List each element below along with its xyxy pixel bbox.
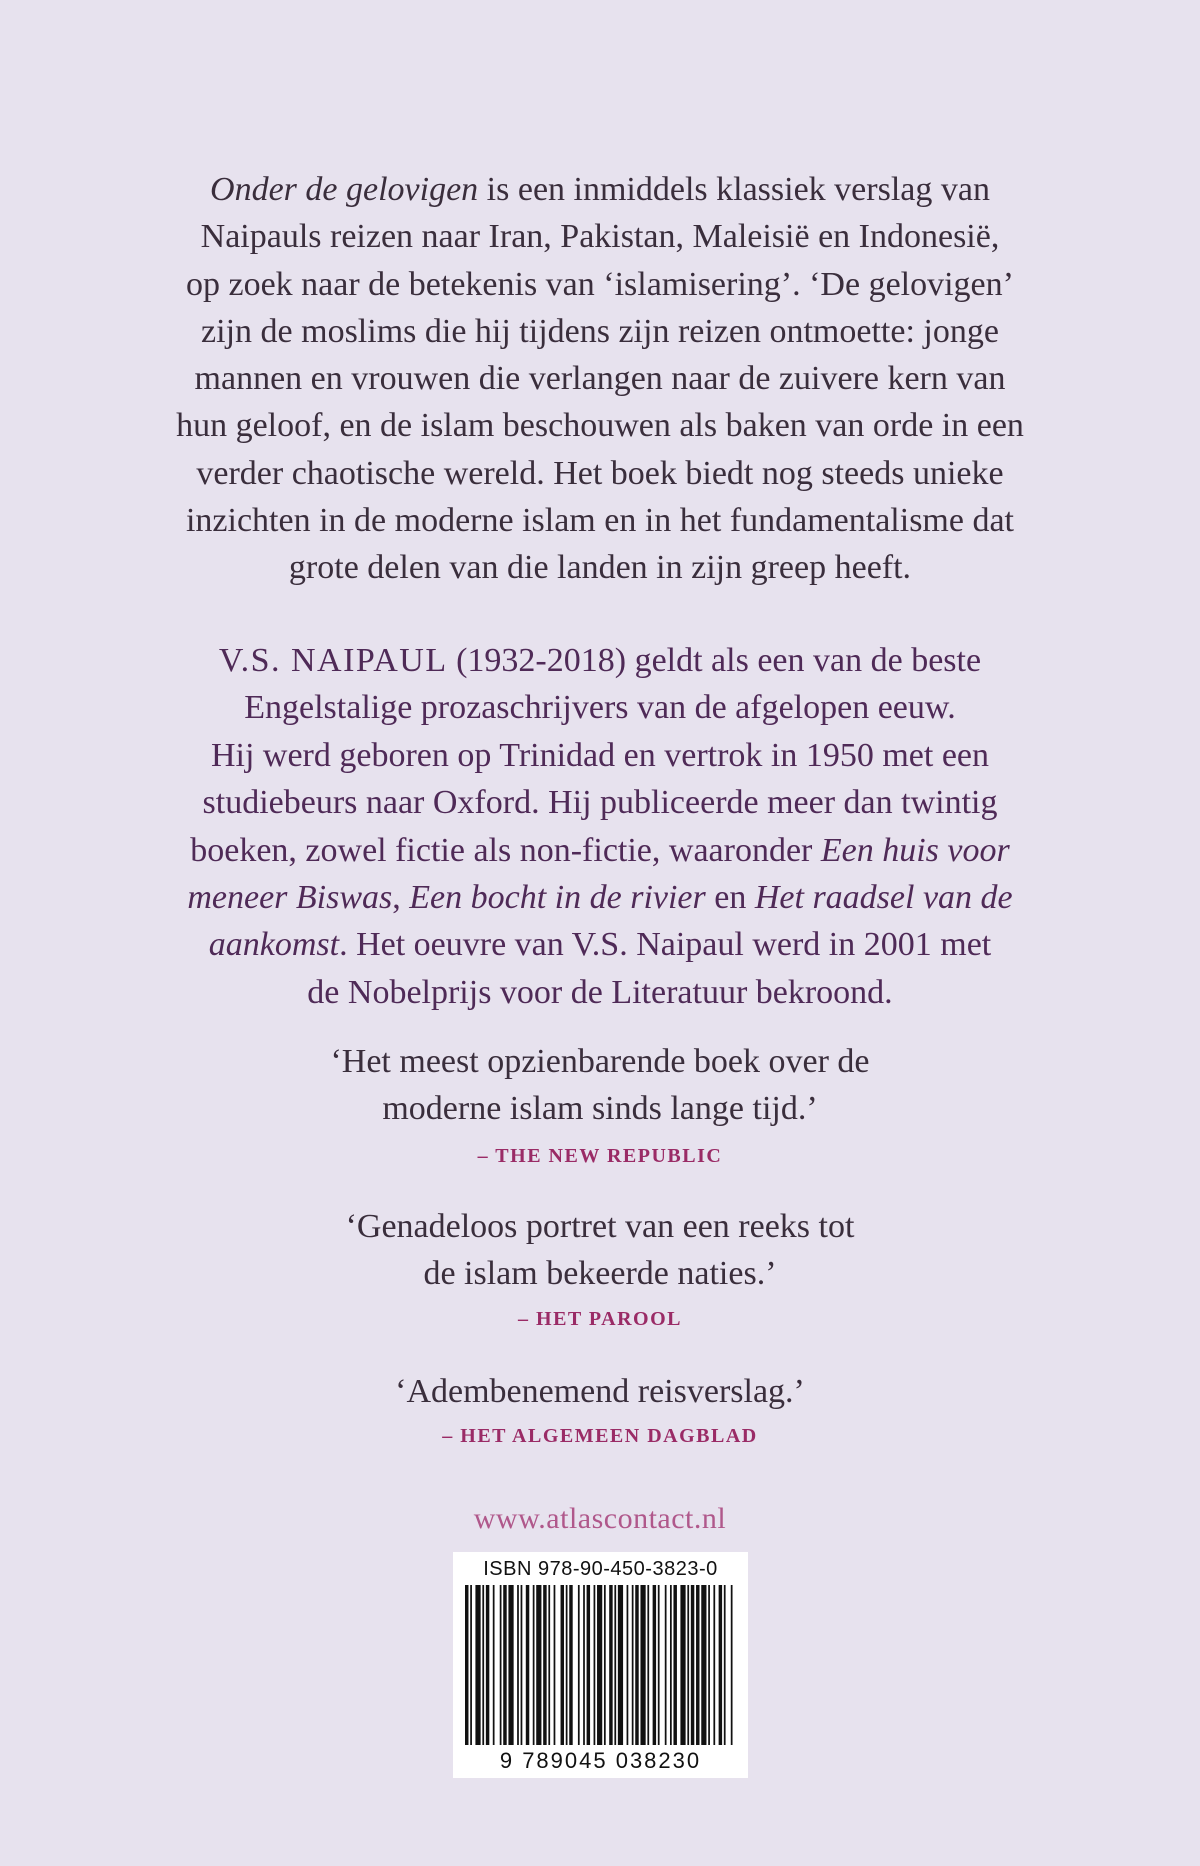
barcode-bar [640,1585,645,1745]
bio-text: en [714,879,747,917]
book-title: Een huis voor [820,831,1010,869]
barcode-bar [687,1585,689,1745]
quote-source: – THE NEW REPUBLIC [477,1145,723,1167]
blurb-line: zijn de moslims die hij tijdens zijn reizen ontmoette: jonge [201,312,999,350]
bio-text: boeken, zowel fictie als non-fictie, waaronder [190,831,813,869]
barcode-bar [578,1585,580,1745]
barcode-bar [724,1585,726,1745]
bio-line [150,874,1050,921]
blurb-line [150,166,1050,213]
review-quote [150,1038,1050,1132]
barcode-bar [614,1585,616,1745]
publisher-website-link[interactable]: www.atlascontact.nl [473,1502,727,1535]
blurb-line: Naipauls reizen naar Iran, Pakistan, Maleisië en Indonesië, [200,218,1000,256]
barcode-bar [517,1585,519,1745]
quote-line: ‘Genadeloos portret van een reeks tot [345,1208,855,1245]
barcode-bar [561,1585,564,1745]
author-bio [150,637,1050,1016]
blurb-connector: is [486,171,510,208]
barcode-bar [521,1585,523,1745]
barcode-bar [587,1585,590,1745]
review-quote [150,1203,1050,1297]
barcode-bar [653,1585,656,1745]
author-name: V.S. NAIPAUL [218,642,448,679]
bio-text: (1932-2018) geldt als een van de beste [456,642,982,679]
bio-line: studiebeurs naar Oxford. Hij publiceerde meer dan twintig [202,784,998,822]
book-title: Het raadsel van de [754,879,1013,917]
barcode-bar [691,1585,694,1745]
book-title: aankomst [208,926,340,964]
barcode-bar [486,1585,489,1745]
quote-line: ‘Het meest opzienbarende boek over de [330,1043,870,1080]
barcode-bar [627,1585,629,1745]
book-title: meneer Biswas [187,879,393,917]
bio-text: . Het oeuvre van V.S. Naipaul werd in 2001 met [339,926,992,964]
isbn-barcode [453,1552,748,1778]
bio-line: Engelstalige prozaschrijvers van de afgelopen eeuw. [244,689,956,727]
barcode-bar [680,1585,685,1745]
review-quote [150,1368,1050,1415]
barcode-bar [670,1585,672,1745]
barcode-bar [609,1585,612,1745]
bio-line [150,827,1050,874]
barcode-bar [618,1585,623,1745]
barcode-bar [594,1585,596,1745]
quote-line: ‘Adembenemend reisverslag.’ [395,1373,805,1410]
quote-source: – HET ALGEMEEN DAGBLAD [442,1425,758,1447]
blurb-line: mannen en vrouwen die verlangen naar de zuivere kern van [194,360,1006,398]
barcode-bar [554,1585,556,1745]
barcode-bar [701,1585,706,1745]
barcode-bar [508,1585,513,1745]
quote-line: de islam bekeerde naties.’ [423,1255,777,1292]
quote-source: – HET PAROOL [518,1308,682,1330]
barcode-digits: 9 789045 038230 [499,1748,702,1773]
barcode-bar [647,1585,649,1745]
barcode-bar [569,1585,572,1745]
bio-line: de Nobelprijs voor de Literatuur bekroond. [307,973,893,1011]
barcode-bar [719,1585,722,1745]
blurb-line: hun geloof, en de islam beschouwen als baken van orde in een [176,407,1024,445]
barcode-bar [482,1585,484,1745]
barcode-bar [708,1585,710,1745]
barcode-bar [566,1585,568,1745]
barcode-bar [548,1585,550,1745]
barcode-bar [713,1585,715,1745]
barcode-bar [503,1585,506,1745]
bio-text: , [392,879,401,917]
barcode-bar [731,1585,733,1745]
barcode-bar [470,1585,472,1745]
quote-line: moderne islam sinds lange tijd.’ [382,1090,818,1127]
blurb-line: inzichten in de moderne islam en in het fundamentalisme dat [185,502,1015,540]
barcode-bar [632,1585,634,1745]
book-title: Onder de gelovigen [210,171,479,208]
barcode-bar [583,1585,585,1745]
bio-line: Hij werd geboren op Trinidad en vertrok in 1950 met een [210,736,990,774]
barcode-bar [526,1585,529,1745]
barcode-bar [533,1585,535,1745]
blurb-line: grote delen van die landen in zijn greep heeft. [288,549,912,587]
blurb-paragraph [150,166,1050,592]
blurb-line: verder chaotische wereld. Het boek biedt nog steeds unieke [196,454,1004,492]
barcode-bar [665,1585,667,1745]
barcode-bar [536,1585,541,1745]
barcode-bars [465,1585,736,1745]
barcode-bar [597,1585,602,1745]
barcode-bar [500,1585,502,1745]
barcode-bar [673,1585,676,1745]
barcode-bar [658,1585,660,1745]
barcode-bar [493,1585,495,1745]
blurb-line-text: een inmiddels klassiek verslag van [517,171,990,208]
barcode-bar [543,1585,546,1745]
bio-line [150,921,1050,968]
book-title: Een bocht in de rivier [409,879,706,917]
barcode-bar [604,1585,606,1745]
bio-line [150,637,1050,684]
barcode-bar [465,1585,468,1745]
barcode-bar [475,1585,480,1745]
barcode-bar [696,1585,699,1745]
barcode-bar [635,1585,638,1745]
isbn-label: ISBN 978-90-450-3823-0 [483,1558,718,1580]
blurb-line: op zoek naar de betekenis van ‘islamisering’. ‘De gelovigen’ [186,265,1014,303]
